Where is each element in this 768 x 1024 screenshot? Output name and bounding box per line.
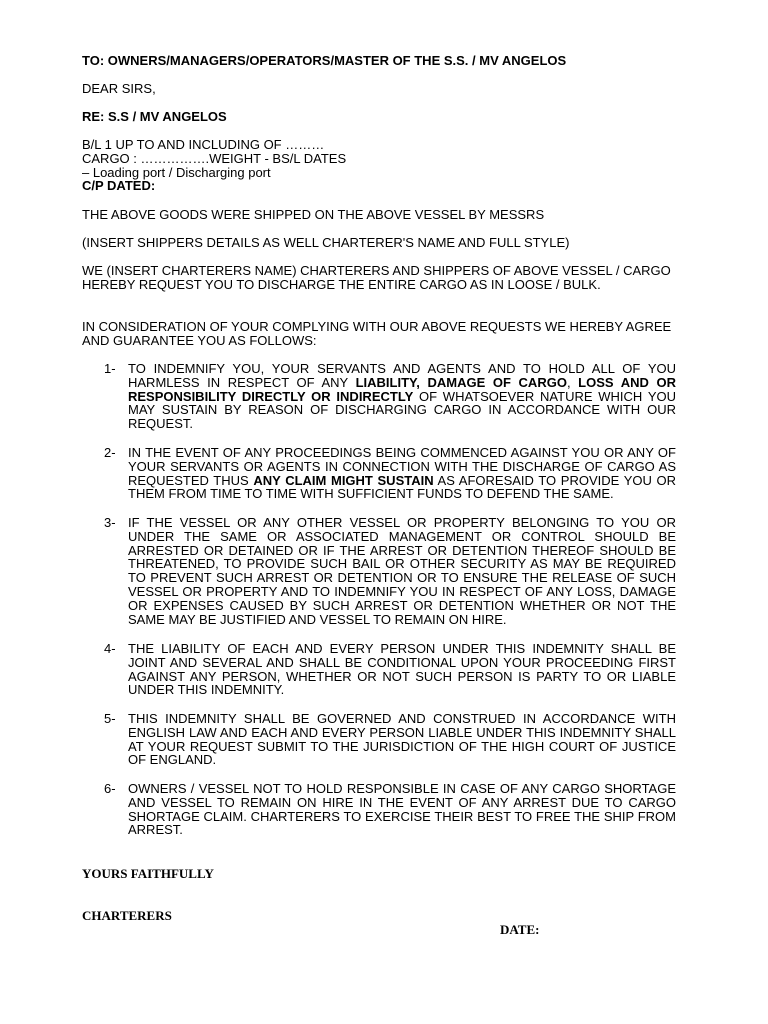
clause-number: 2-: [104, 445, 116, 460]
paragraph-shipped: THE ABOVE GOODS WERE SHIPPED ON THE ABOVE VESSEL BY MESSRS: [82, 207, 545, 222]
closing-yours-faithfully: YOURS FAITHFULLY: [82, 866, 214, 881]
clause-number: 3-: [104, 515, 116, 530]
clause-text: IF THE VESSEL OR ANY OTHER VESSEL OR PROPERTY BELONGING TO YOU OR UNDER THE SAME OR ASSOCIATED MANAGEMENT OR CONTROL SHOULD BE ARRESTED OR DETAINED OR IF THE ARREST OR DETENTION THEREOF SHOULD BE THREATENED, TO PROVIDE SUCH BAIL OR OTHER SECURITY AS MAY BE REQUIRED TO PREVENT SUCH ARREST OR DETENTION OR TO ENSURE THE RELEASE OF SUCH VESSEL OR PROPERTY AND TO INDEMNIFY YOU IN RESPECT OF ANY LOSS, DAMAGE OR EXPENSES CAUSED BY SUCH ARREST OR DETENTION WHETHER OR NOT THE SAME MAY BE JUSTIFIED AND VESSEL TO REMAIN ON HIRE.: [128, 515, 676, 627]
cargo-details-block: [82, 138, 678, 193]
clause-number: 1-: [104, 361, 116, 376]
addressee-line: TO: OWNERS/MANAGERS/OPERATORS/MASTER OF THE S.S. / MV ANGELOS: [82, 53, 567, 68]
clause-number: 4-: [104, 641, 116, 656]
salutation: DEAR SIRS,: [82, 81, 156, 96]
clause-number: 6-: [104, 781, 116, 796]
date-label: DATE:: [500, 922, 540, 937]
paragraph-insert-details: (INSERT SHIPPERS DETAILS AS WELL CHARTERER'S NAME AND FULL STYLE): [82, 235, 570, 250]
paragraph-consideration: IN CONSIDERATION OF YOUR COMPLYING WITH OUR ABOVE REQUESTS WE HEREBY AGREE AND GUARANTEE YOU AS FOLLOWS:: [82, 319, 672, 348]
subject-line: RE: S.S / MV ANGELOS: [82, 109, 227, 124]
clause-text: OWNERS / VESSEL NOT TO HOLD RESPONSIBLE IN CASE OF ANY CARGO SHORTAGE AND VESSEL TO REMAIN ON HIRE IN THE EVENT OF ANY ARREST DUE TO CARGO SHORTAGE CLAIM. CHARTERERS TO EXERCISE THEIR BEST TO FREE THE SHIP FROM ARREST.: [128, 781, 676, 838]
clause-text: THE LIABILITY OF EACH AND EVERY PERSON UNDER THIS INDEMNITY SHALL BE JOINT AND SEVERAL AND SHALL BE CONDITIONAL UPON YOUR PROCEEDING FIRST AGAINST ANY PERSON, WHETHER OR NOT SUCH PERSON IS PARTY TO OR LIABLE UNDER THIS INDEMNITY.: [128, 641, 676, 698]
clause-number: 5-: [104, 711, 116, 726]
clause-text: THIS INDEMNITY SHALL BE GOVERNED AND CONSTRUED IN ACCORDANCE WITH ENGLISH LAW AND EACH AND EVERY PERSON LIABLE UNDER THIS INDEMNITY SHALL AT YOUR REQUEST SUBMIT TO THE JURISDICTION OF THE HIGH COURT OF JUSTICE OF ENGLAND.: [128, 711, 676, 768]
cargo-line: CARGO : …………….WEIGHT - BS/L DATES: [82, 150, 347, 166]
bl-line: B/L 1 UP TO AND INCLUDING OF ………: [82, 137, 325, 152]
clause-text: IN THE EVENT OF ANY PROCEEDINGS BEING COMMENCED AGAINST YOU OR ANY OF YOUR SERVANTS OR AGENTS IN CONNECTION WITH THE DISCHARGE OF CARGO AS REQUESTED THUS ANY CLAIM MIGHT SUSTAIN AS AFORESAID TO PROVIDE YOU OR THEM FROM TIME TO TIME WITH SUFFICIENT FUNDS TO DEFEND THE SAME.: [128, 445, 677, 502]
clause-text: TO INDEMNIFY YOU, YOUR SERVANTS AND AGENTS AND TO HOLD ALL OF YOU HARMLESS IN RESPECT OF ANY LIABILITY, DAMAGE OF CARGO, LOSS AND OR RESPONSIBILITY DIRECTLY OR INDIRECTLY OF WHATSOEVER NATURE WHICH YOU MAY SUSTAIN BY REASON OF DISCHARGING CARGO IN ACCORDANCE WITH OUR REQUEST.: [128, 361, 676, 432]
ports-line: – Loading port / Discharging port: [82, 164, 271, 180]
cp-dated-line: C/P DATED:: [82, 178, 156, 194]
signatory-charterers: CHARTERERS: [82, 908, 172, 923]
paragraph-request: WE (INSERT CHARTERERS NAME) CHARTERERS AND SHIPPERS OF ABOVE VESSEL / CARGO HEREBY REQUEST YOU TO DISCHARGE THE ENTIRE CARGO AS IN LOOSE / BULK.: [82, 263, 671, 292]
